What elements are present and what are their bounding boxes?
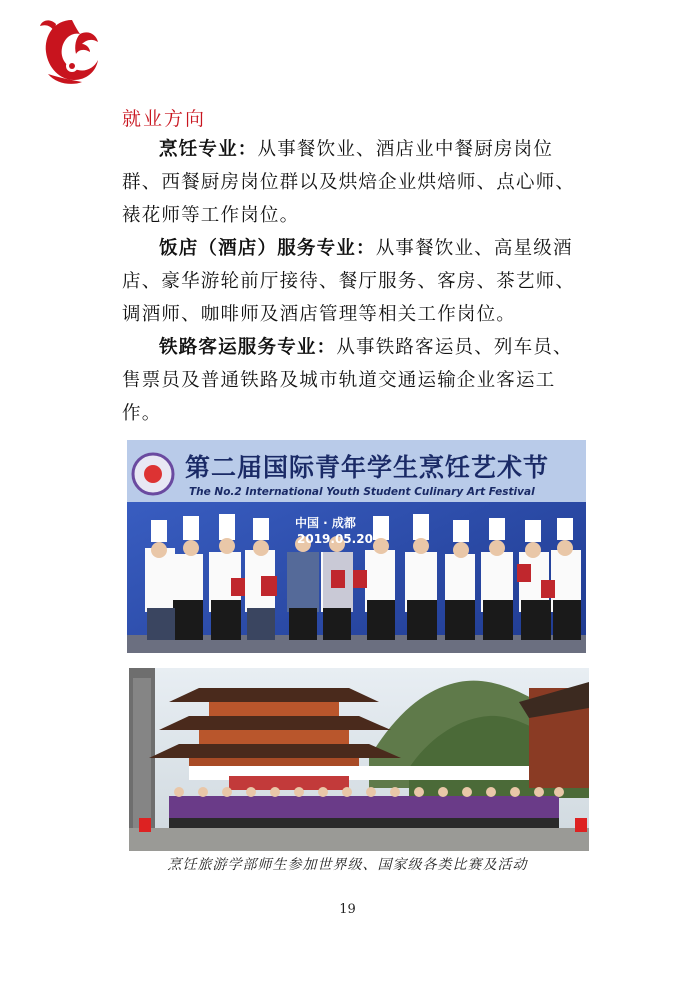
phoenix-logo-icon	[36, 14, 108, 86]
banner-city: 中国 · 成都	[295, 516, 356, 530]
term-cooking: 烹饪专业：	[159, 139, 258, 160]
text-cooking: 从事餐饮业、酒店业中餐厨房岗位群、西餐厨房岗位群以及烘焙企业烘焙师、点心师、裱花师等工作岗位。	[122, 139, 576, 226]
term-railway: 铁路客运服务专业：	[159, 337, 337, 358]
section-heading: 就业方向	[122, 108, 207, 130]
text-hotel: 从事餐饮业、高星级酒店、豪华游轮前厅接待、餐厅服务、客房、茶艺师、调酒师、咖啡师及酒店管理等相关工作岗位。	[122, 238, 576, 325]
banner-title-cn: 第二届国际青年学生烹饪艺术节	[185, 453, 550, 482]
banner-date: 2019.05.20	[297, 532, 373, 546]
festival-photo	[127, 440, 586, 653]
page-number: 19	[339, 902, 356, 917]
banner-title-en: The No.2 International Youth Student Culinary Art Festival	[189, 486, 535, 498]
paragraph-cooking	[122, 133, 582, 232]
photo-caption: 烹饪旅游学部师生参加世界级、国家级各类比赛及活动	[167, 857, 528, 873]
paragraph-hotel	[122, 232, 582, 331]
paragraph-railway	[122, 331, 582, 430]
term-hotel: 饭店（酒店）服务专业：	[159, 238, 376, 259]
text-railway: 从事铁路客运员、列车员、售票员及普通铁路及城市轨道交通运输企业客运工作。	[122, 337, 573, 424]
group-photo	[129, 668, 589, 851]
